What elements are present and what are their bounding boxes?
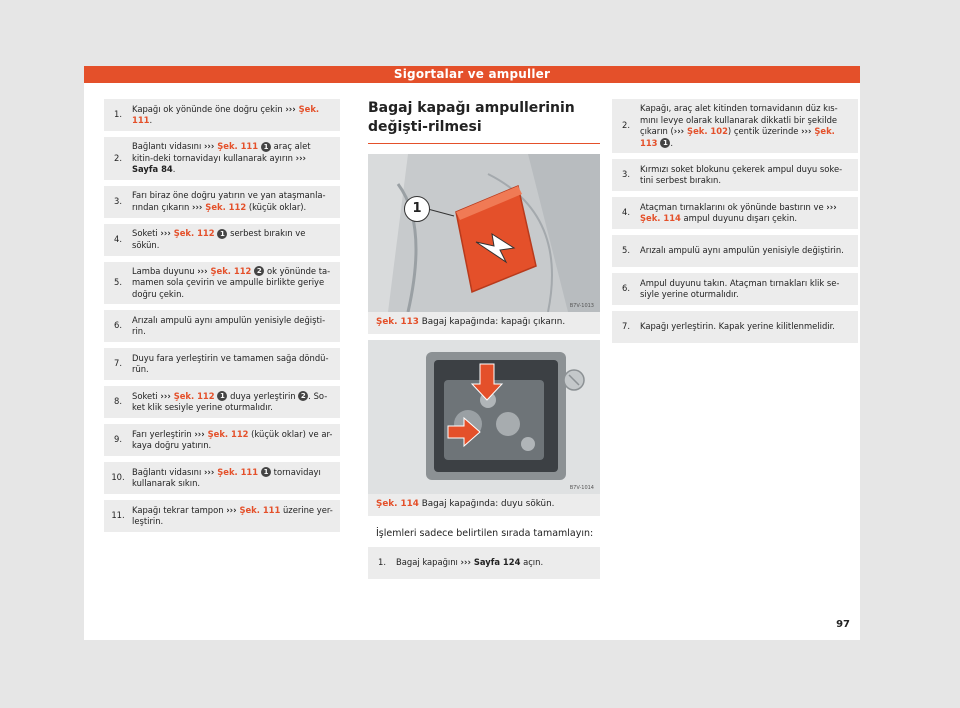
figure-114 (368, 340, 600, 516)
right-column (612, 99, 858, 349)
callout-number-icon: 1 (261, 142, 271, 152)
cross-reference-arrows: ››› (160, 228, 171, 238)
callout-1: 1 (404, 196, 430, 222)
step-text-fragment: ) çentik üzerinde (727, 126, 802, 136)
figure-code: B7V-1013 (569, 303, 594, 309)
step-number: 3. (622, 169, 630, 180)
step-text (132, 467, 334, 490)
middle-column (368, 99, 600, 585)
cross-reference-arrows: ››› (673, 126, 685, 136)
figure-ref: Şek. 113 (376, 317, 419, 327)
step-item (612, 159, 858, 191)
step-item (612, 311, 858, 343)
left-column (104, 99, 340, 538)
step-number: 7. (622, 321, 630, 332)
step-text-fragment: Farı yerleştirin (132, 428, 195, 439)
bulb-holder-illustration (368, 340, 600, 494)
step-text (132, 429, 334, 452)
caption-text: Bagaj kapağında: duyu sökün. (421, 499, 555, 509)
cross-reference-arrows: ››› (460, 557, 471, 568)
callout-number-icon: 1 (217, 229, 227, 239)
figure-113 (368, 154, 600, 334)
figure-code: B7V-1014 (569, 485, 594, 491)
figure-reference-link[interactable]: Şek. 111 (132, 103, 320, 125)
section-title: Bagaj kapağı ampullerinin değişti-rilmesi (368, 99, 600, 144)
step-number: 7. (114, 358, 122, 369)
figure-reference-link[interactable]: Şek. 112 (207, 265, 255, 276)
intro-text: İşlemleri sadece belirtilen sırada tamamlayın: (376, 528, 594, 539)
step-text (640, 164, 852, 187)
step-number: 11. (111, 510, 125, 521)
step-text-fragment: (küçük oklar) ve ar-kaya doğru yatırın. (132, 428, 333, 450)
step-number: 2. (622, 120, 630, 131)
cross-reference-arrows: ››› (295, 152, 306, 163)
step-text-fragment: Arızalı ampulü aynı ampulün yenisiyle değişti-rin. (132, 314, 326, 336)
step-item (612, 197, 858, 229)
step-text (640, 103, 852, 149)
step-text (132, 228, 334, 251)
step-text (132, 266, 334, 301)
step-text-fragment: Lamba duyunu (132, 265, 198, 276)
step-text (640, 202, 852, 225)
step-text-fragment: Arızalı ampulü aynı ampulün yenisiyle değiştirin. (640, 245, 844, 256)
figure-reference-link[interactable]: Şek. 112 (170, 228, 218, 238)
left-step-list (104, 99, 340, 538)
figure-reference-link[interactable]: Şek. 111 (214, 466, 262, 477)
step-number: 8. (114, 396, 122, 407)
caption-text: Bagaj kapağında: kapağı çıkarın. (421, 317, 566, 327)
step-text-fragment: Bağlantı vidasını (132, 141, 204, 151)
figure-114-caption (368, 494, 600, 516)
cross-reference-arrows: ››› (226, 504, 237, 515)
step-number: 1. (114, 109, 122, 120)
step-text-fragment: Kapağı yerleştirin. Kapak yerine kilitlenmelidir. (640, 321, 835, 332)
page-reference: Sayfa 84 (132, 164, 173, 174)
step-number: 4. (114, 233, 122, 244)
step-item (612, 235, 858, 267)
step-text-fragment: ampul duyunu dışarı çekin. (680, 213, 798, 223)
step-text-fragment: Bağlantı vidasını (132, 466, 204, 477)
trunk-cover-illustration (368, 154, 600, 312)
cross-reference-arrows: ››› (197, 265, 208, 276)
figure-reference-link[interactable]: Şek. 112 (204, 428, 249, 439)
step-text (640, 321, 852, 333)
step-text-fragment: üzerine yer-leştirin. (132, 504, 333, 526)
cross-reference-arrows: ››› (192, 201, 203, 212)
step-text-fragment: araç alet kitin-deki tornavidayı kullanarak ayırın (132, 141, 311, 163)
step-text-fragment: . (670, 137, 674, 148)
step-text-fragment: Ampul duyunu takın. Ataçman tırnakları klik se-siyle yerine oturmalıdır. (640, 277, 840, 299)
step-item (104, 99, 340, 131)
cross-reference-arrows: ››› (203, 466, 215, 477)
figure-reference-link[interactable]: Şek. 112 (170, 390, 218, 401)
step-text-fragment: Soketi (132, 390, 161, 401)
figure-ref: Şek. 114 (376, 499, 419, 509)
right-step-list (612, 99, 858, 349)
figure-reference-link[interactable]: Şek. 112 (202, 201, 247, 212)
figure-reference-link[interactable]: Şek. 111 (236, 504, 281, 515)
cross-reference-arrows: ››› (801, 126, 812, 136)
step-text-fragment: . (172, 164, 176, 174)
step-text (132, 315, 334, 338)
callout-number-icon: 2 (298, 391, 308, 401)
figure-reference-link[interactable]: Şek. 114 (640, 213, 681, 223)
manual-page (84, 66, 860, 640)
step-item (104, 224, 340, 256)
step-text-fragment: . (149, 115, 153, 125)
step-item (104, 348, 340, 380)
figure-113-image (368, 154, 600, 312)
step-text-fragment: açın. (520, 557, 544, 568)
step-text-fragment: ok yönünde ta-mamen sola çevirin ve ampulle birlikte geriye doğru çekin. (132, 265, 331, 299)
step-number: 10. (111, 472, 125, 483)
step-text-fragment: Kapağı, araç alet kitinden tornavidanın düz kıs-mını levye olarak kullanarak dikkatli bir şekilde çıkarın ( (640, 103, 838, 136)
step-text (640, 278, 852, 301)
step-text-fragment: Kırmızı soket blokunu çekerek ampul duyu soke-tini serbest bırakın. (640, 163, 843, 185)
cross-reference-arrows: ››› (194, 428, 205, 439)
step-item (104, 424, 340, 456)
step-text (132, 190, 334, 213)
step-item (368, 547, 600, 579)
step-text-fragment: Kapağı ok yönünde öne doğru çekin (132, 103, 286, 114)
step-item (104, 262, 340, 305)
step-item (612, 273, 858, 305)
callout-number-icon: 1 (261, 467, 271, 477)
step-text (132, 353, 334, 376)
section-header: Sigortalar ve ampuller (84, 66, 860, 83)
step-number: 6. (114, 320, 122, 331)
middle-step-list (368, 547, 600, 585)
step-text (132, 505, 334, 528)
step-text-fragment: Bagaj kapağını (396, 557, 461, 568)
step-text (132, 104, 334, 127)
callout-number-icon: 2 (254, 266, 264, 276)
step-number: 1. (378, 557, 386, 568)
step-item (104, 310, 340, 342)
step-number: 2. (114, 152, 122, 163)
step-text-fragment: Duyu fara yerleştirin ve tamamen sağa döndü-rün. (132, 352, 329, 374)
step-number: 6. (622, 283, 630, 294)
step-number: 5. (114, 277, 122, 287)
step-item (104, 186, 340, 218)
step-text (132, 391, 334, 414)
callout-number-icon: 1 (660, 138, 670, 148)
figure-reference-link[interactable]: Şek. 113 (640, 126, 835, 148)
step-number: 3. (114, 195, 122, 206)
step-item (104, 137, 340, 180)
step-number: 4. (622, 207, 630, 218)
step-number: 9. (114, 434, 122, 445)
step-text (396, 557, 594, 569)
figure-reference-link[interactable]: Şek. 102 (684, 126, 728, 136)
callout-number-icon: 1 (217, 391, 227, 401)
figure-113-caption (368, 312, 600, 334)
step-number: 5. (622, 245, 630, 256)
figure-reference-link[interactable]: Şek. 111 (214, 141, 262, 151)
step-text-fragment: Soketi (132, 228, 161, 238)
page-reference: Sayfa 124 (470, 557, 521, 568)
step-text-fragment: tornavidayı kullanarak sıkın. (132, 466, 321, 488)
page-number: 97 (836, 619, 850, 630)
step-text-fragment: duya yerleştirin (227, 390, 299, 401)
step-text-fragment: serbest bırakın ve sökün. (132, 228, 306, 250)
step-item (104, 500, 340, 532)
cross-reference-arrows: ››› (285, 103, 296, 114)
cross-reference-arrows: ››› (203, 141, 215, 151)
step-text-fragment: Farı biraz öne doğru yatırın ve yan ataşmanla-rından çıkarın (132, 190, 326, 212)
step-item (104, 386, 340, 418)
figure-114-image (368, 340, 600, 494)
step-item (104, 462, 340, 494)
step-text (640, 245, 852, 257)
step-text-fragment: Ataçman tırnaklarını ok yönünde bastırın ve (640, 201, 827, 212)
step-item (612, 99, 858, 153)
step-text-fragment: Kapağı tekrar tampon (132, 504, 227, 515)
step-text (132, 141, 334, 176)
step-text-fragment: (küçük oklar). (246, 201, 307, 212)
cross-reference-arrows: ››› (160, 390, 171, 401)
step-text-fragment: . So-ket klik sesiyle yerine oturmalıdır. (132, 390, 328, 412)
cross-reference-arrows: ››› (826, 201, 837, 212)
